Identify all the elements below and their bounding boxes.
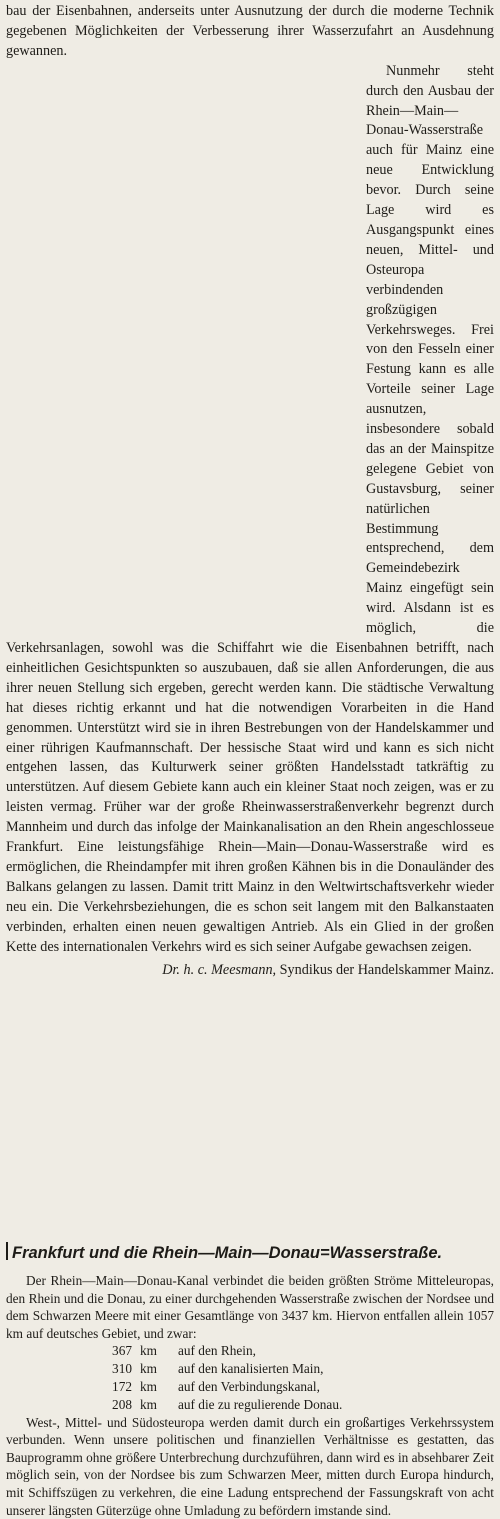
list-item: 310 km auf den kanalisierten Main, bbox=[112, 1361, 324, 1377]
distance-list bbox=[104, 1342, 494, 1413]
list-item: 172 km auf den Verbindungskanal, bbox=[112, 1378, 320, 1394]
paragraph-system: West-, Mittel- und Südosteuropa werden damit durch ein großartiges Verkehrssystem verbunden. Wenn unsere politischen und finanziellen Verhältnisse es gestatten, das Bauprogramm ohne größere Unterbrechung durchzuführen, dann wird es in absehbarer Zeit möglich sein, von der Nordsee bis zum Schwarzen Meer, mitten durch Europa hindurch, mit Schiffszügen zu verkehren, die eine Ladung entsprechend der Fassungskraft von acht unserer längsten Güterzüge ohne Umladung zu befördern imstande sind. bbox=[6, 1414, 494, 1518]
list-item: 208 km auf die zu regulierende Donau. bbox=[112, 1396, 343, 1412]
figure-area bbox=[6, 66, 366, 622]
paragraph-intro: bau der Eisenbahnen, anderseits unter Ausnutzung der durch die moderne Technik gegebenen Möglichkeiten der Verbesserung ihrer Wasserzufahrt an Ausdehnung gewannen. bbox=[6, 3, 494, 59]
section-heading bbox=[6, 1242, 494, 1264]
author-name: Dr. h. c. Meesmann, bbox=[162, 961, 277, 978]
heading-text: Frankfurt und die Rhein—Main—Donau=Wasserstraße. bbox=[12, 1244, 443, 1262]
list-item: 367 km auf den Rhein, bbox=[112, 1343, 256, 1359]
signature-line bbox=[6, 960, 494, 980]
author-title: Syndikus der Handelskammer Mainz. bbox=[279, 961, 494, 978]
paragraph-canal: Der Rhein—Main—Donau-Kanal verbindet die beiden größten Ströme Mitteleuropas, den Rhein und die Donau, zu einer durchgehenden Wasserstraße zwischen der Nordsee und dem Schwarzen Meere mit einer Gesamtlänge von 3437 km. Hiervon entfallen allein 1057 km auf deutsches Gebiet, und zwar: bbox=[6, 1273, 494, 1341]
article-mainz bbox=[6, 2, 494, 980]
paragraph-main: Nunmehr steht durch den Ausbau der Rhein—Main—Donau-Wasserstraße auch für Mainz eine neue Entwicklung bevor. Durch seine Lage wird es Ausgangspunkt eines neuen, Mittel- und Osteuropa verbindenden großzügigen Verkehrsweges. Frei von den Fesseln einer Festung kann es alle Vorteile seiner Lage ausnutzen, insbesondere sobald das an der Mainspitze gelegene Gebiet von Gustavsburg, seiner natürlichen Bestimmung entsprechend, dem Gemeindebezirk Mainz eingefügt sein wird. Alsdann ist es möglich, die Verkehrsanlagen, sowohl was die Schiffahrt wie die Eisenbahnen betrifft, nach einheitlichen Gesichtspunkten so auszubauen, daß sie allen Anforderungen, die aus ihrer neuen Stellung sich ergeben, gerecht werden kann. Die städtische Verwaltung hat dieses richtig erkannt und hat die notwendigen Vorarbeiten in die Hand genommen. Unterstützt wird sie in ihren Bestrebungen von der Handelskammer und einer rührigen Kaufmannschaft. Der hessische Staat wird und kann es sich nicht entgehen lassen, das Kulturwerk seiner größten Handelsstadt tatkräftig zu unterstützen. Auf diesem Gebiete kann auch ein kleiner Staat noch zeigen, was er zu leisten vermag. Früher war der große Rheinwasserstraßenverkehr begrenzt durch Mannheim und durch das infolge der Mainkanalisation an den Rhein angeschlosseue Frankfurt. Eine leistungsfähige Rhein—Main—Donau-Wasserstraße wird es ermöglichen, die Rheindampfer mit ihren großen Kähnen bis in die Donauländer des Balkans gelangen zu lassen. Damit tritt Mainz in den Weltwirtschaftsverkehr wieder neu ein. Die Verkehrsbeziehungen, die es schon seit langem mit den Balkanstaaten verbinden, erhalten einen neuen gewaltigen Antrieb. Als ein Glied in der großen Kette des internationalen Verkehrs wird es sich seiner Aufgabe gewachsen zeigen. bbox=[6, 62, 494, 955]
heading-bar bbox=[6, 1242, 8, 1260]
